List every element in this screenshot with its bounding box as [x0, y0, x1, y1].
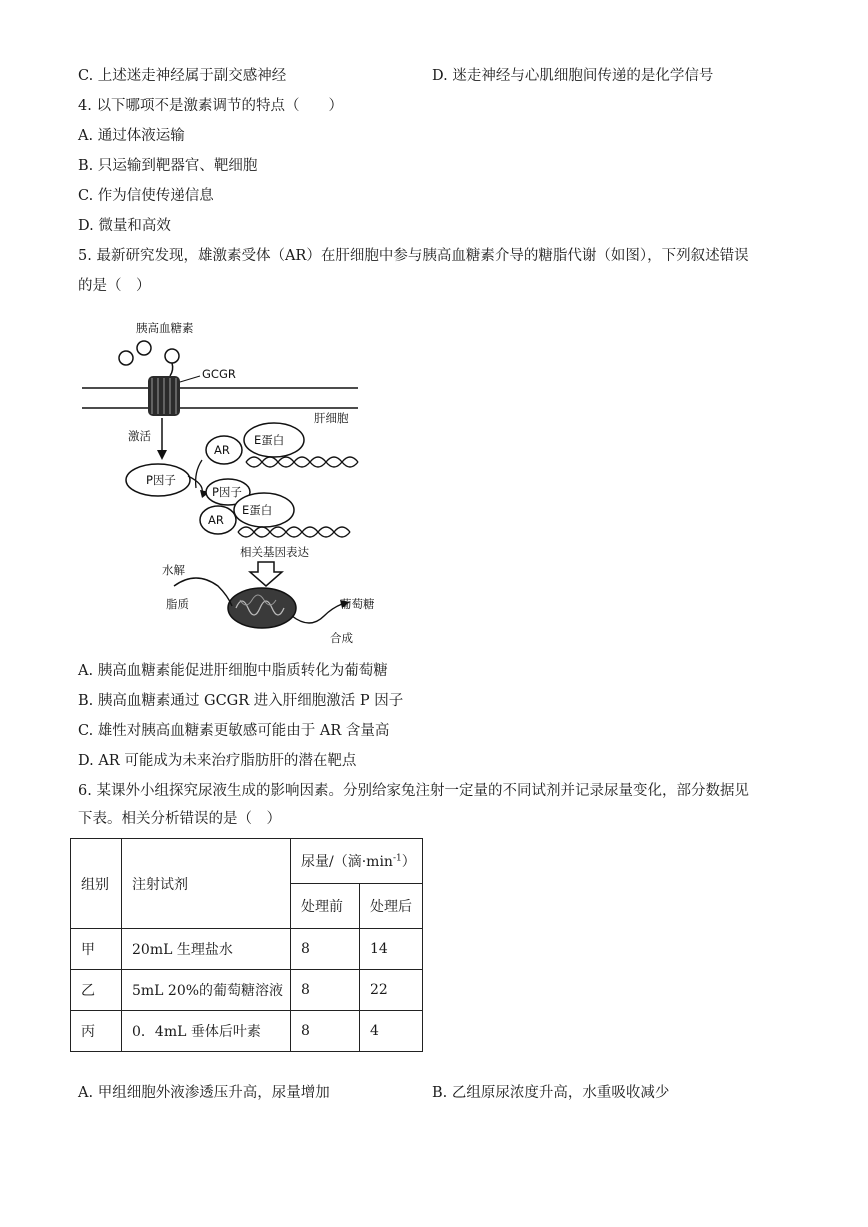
- q3-option-d: D. 迷走神经与心肌细胞间传递的是化学信号: [432, 68, 714, 84]
- glucagon-pathway-diagram: [78, 312, 398, 654]
- table-row: [71, 970, 423, 1011]
- cell-after: 4: [360, 1011, 423, 1052]
- q3-option-c: C. 上述迷走神经属于副交感神经: [78, 68, 287, 84]
- mitochondrion: [228, 588, 296, 628]
- label-ar-upper: AR: [214, 443, 230, 457]
- glucagon-bound: [165, 349, 179, 363]
- cell-before: 8: [291, 929, 360, 970]
- glucagon-molecule: [119, 351, 133, 365]
- label-gcgr: GCGR: [202, 367, 236, 381]
- q6-stem-line2: 下表。相关分析错误的是（ ）: [78, 811, 281, 827]
- label-lipid: 脂质: [166, 597, 189, 611]
- q5-stem-line1: 5. 最新研究发现，雄激素受体（AR）在肝细胞中参与胰高血糖素介导的糖脂代谢（如图），下列叙述错误: [78, 248, 749, 264]
- cell-group: 甲: [71, 929, 122, 970]
- q4-stem: 4. 以下哪项不是激素调节的特点（ ）: [78, 98, 343, 114]
- q4-option-d: D. 微量和高效: [78, 218, 171, 234]
- hollow-down-arrow: [250, 562, 282, 586]
- header-group: 组别: [71, 839, 122, 929]
- q5-option-d: D. AR 可能成为未来治疗脂肪肝的潜在靶点: [78, 753, 357, 769]
- cell-reagent: 5mL 20%的葡萄糖溶液: [122, 970, 291, 1011]
- q5-option-a: A. 胰高血糖素能促进肝细胞中脂质转化为葡萄糖: [78, 663, 388, 679]
- cell-before: 8: [291, 1011, 360, 1052]
- label-e-protein-lower: E蛋白: [242, 503, 273, 517]
- header-urine: 尿量/（滴$\cdot\min^{-1}$）: [291, 839, 423, 884]
- label-p-factor: P因子: [146, 473, 176, 487]
- q6-stem-line1: 6. 某课外小组探究尿液生成的影响因素。分别给家兔注射一定量的不同试剂并记录尿量变化，部分数据见: [78, 783, 749, 799]
- q4-option-b: B. 只运输到靶器官、靶细胞: [78, 158, 258, 174]
- cell-group: 乙: [71, 970, 122, 1011]
- cell-group: 丙: [71, 1011, 122, 1052]
- table-row: [71, 1011, 423, 1052]
- label-liver-cell: 肝细胞: [314, 411, 349, 425]
- q6-option-b: B. 乙组原尿浓度升高，水重吸收减少: [432, 1085, 670, 1101]
- label-p-factor-lower: P因子: [212, 485, 242, 499]
- label-hydrolysis: 水解: [162, 563, 185, 577]
- label-synthesis: 合成: [330, 631, 353, 645]
- q4-option-c: C. 作为信使传递信息: [78, 188, 214, 204]
- label-glucagon: 胰高血糖素: [136, 321, 194, 335]
- label-glucose: 葡萄糖: [340, 597, 375, 611]
- q6-option-a: A. 甲组细胞外液渗透压升高，尿量增加: [78, 1085, 330, 1101]
- cell-before: 8: [291, 970, 360, 1011]
- label-gene-expression: 相关基因表达: [240, 545, 309, 559]
- label-ar-lower: AR: [208, 513, 224, 527]
- q5-stem-line2: 的是（ ）: [78, 278, 151, 294]
- cell-reagent: 20mL 生理盐水: [122, 929, 291, 970]
- header-after: 处理后: [360, 884, 423, 929]
- q4-option-a: A. 通过体液运输: [78, 128, 185, 144]
- gcgr-receptor: [148, 376, 180, 416]
- cell-reagent: 0．4mL 垂体后叶素: [122, 1011, 291, 1052]
- header-before: 处理前: [291, 884, 360, 929]
- table-row: [71, 929, 423, 970]
- q5-option-b: B. 胰高血糖素通过 GCGR 进入肝细胞激活 P 因子: [78, 693, 404, 709]
- urine-data-table: [70, 838, 423, 1052]
- glucagon-molecule: [137, 341, 151, 355]
- label-activate: 激活: [128, 429, 151, 443]
- cell-after: 22: [360, 970, 423, 1011]
- header-reagent: 注射试剂: [122, 839, 291, 929]
- q5-option-c: C. 雄性对胰高血糖素更敏感可能由于 AR 含量高: [78, 723, 390, 739]
- cell-after: 14: [360, 929, 423, 970]
- label-e-protein-upper: E蛋白: [254, 433, 285, 447]
